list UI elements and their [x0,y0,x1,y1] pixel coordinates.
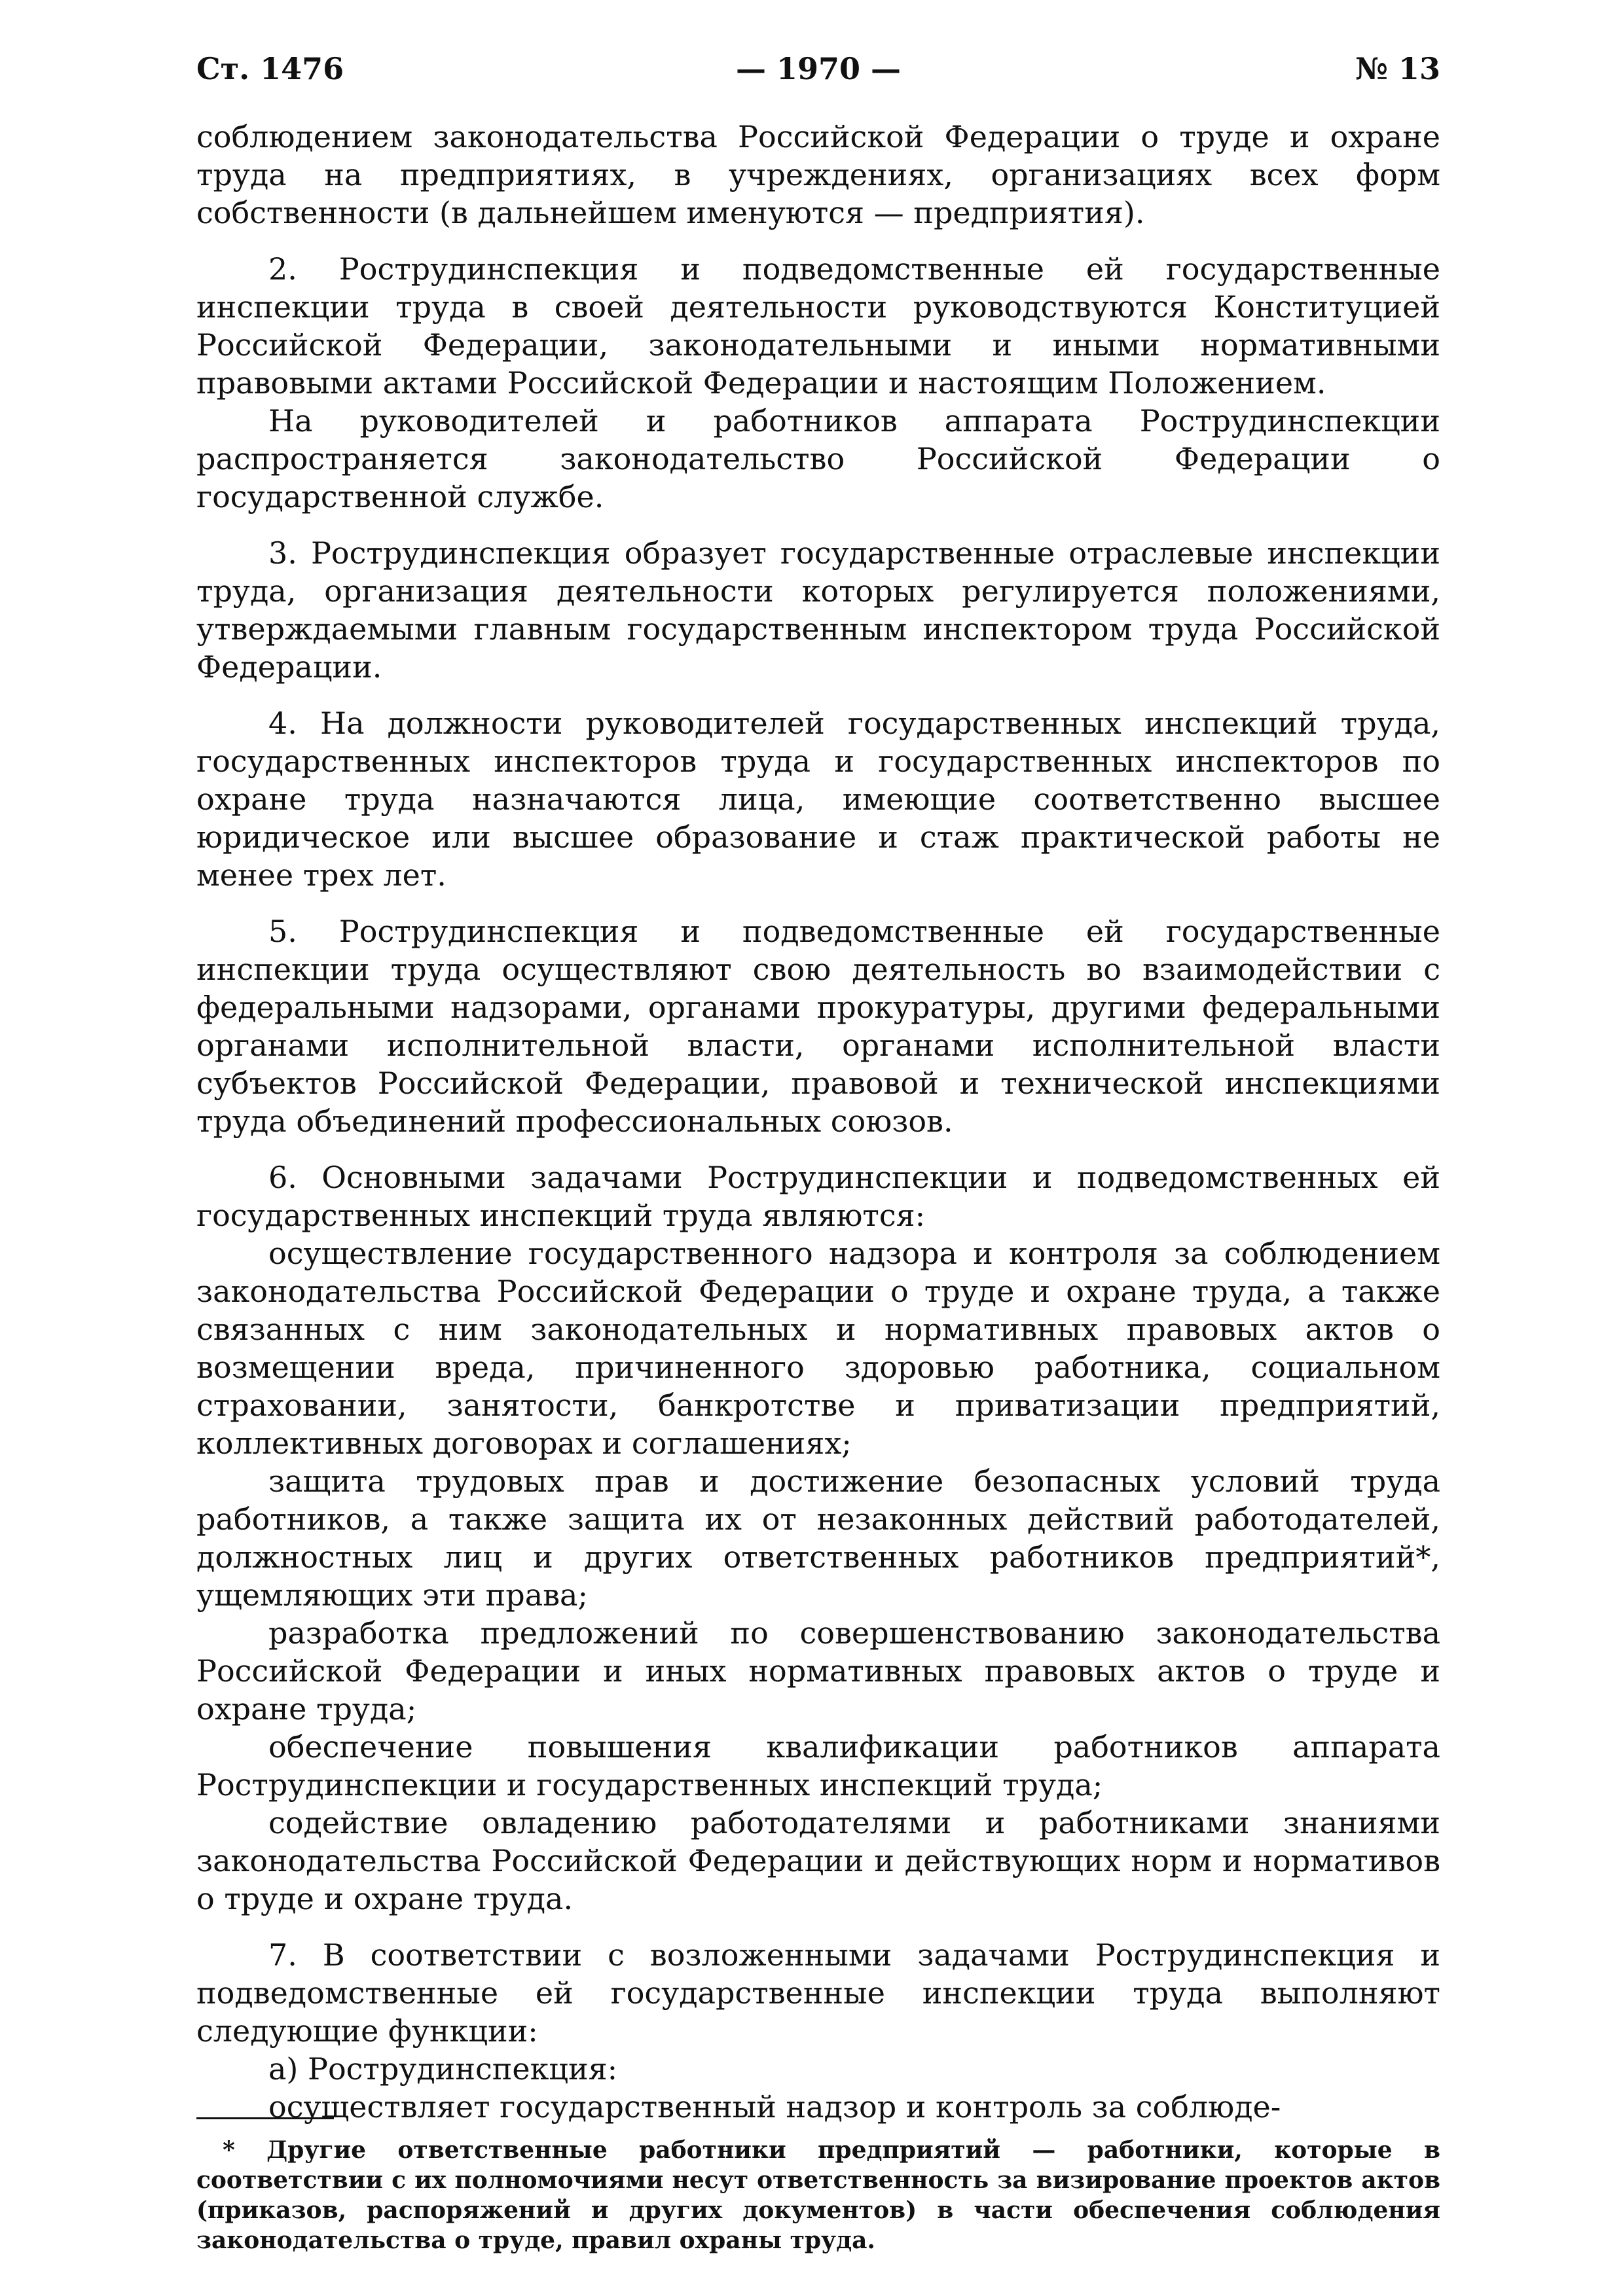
paragraph: осуществляет государственный надзор и контроль за соблюде- [268,2089,1281,2125]
paragraph: защита трудовых прав и достижение безопасных условий труда работников, а также защита их от незаконных действий работодателей, должностных лиц и других ответственных работников предприятий*, ущемляющих эти права; [196,1463,1440,1613]
page-number: — 1970 — [735,51,902,86]
document-page [196,0,1440,2296]
paragraph: 2. Рострудинспекция и подведомственные ей государственные инспекции труда в своей деятельности руководствуются Конституцией Российской Федерации, законодательными и иными нормативными правовыми актами Российской Федерации и настоящим Положением. [196,251,1440,401]
paragraph: содействие овладению работодателями и работниками знаниями законодательства Российской Федерации и действующих норм и нормативов о труде и охране труда. [196,1805,1440,1916]
paragraph: 7. В соответствии с возложенными задачами Рострудинспекция и подведомственные ей государственные инспекции труда выполняют следующие функции: [196,1937,1440,2049]
paragraph: 5. Рострудинспекция и подведомственные ей государственные инспекции труда осуществляют свою деятельность во взаимодействии с федеральными надзорами, органами прокуратуры, другими федеральными органами исполнительной власти, органами исполнительной власти субъектов Российской Федерации, правовой и технической инспекциями труда объединений профессиональных союзов. [196,914,1440,1139]
paragraph: соблюдением законодательства Российской Федерации о труде и охране труда на предприятиях, в учреждениях, организациях всех форм собственности (в дальнейшем именуются — предприятия). [196,119,1440,230]
footnote-text: * Другие ответственные работники предприятий — работники, которые в соответствии с их полномочиями несут ответственность за визирование проектов актов (приказов, распоряжений и других документов) в части обеспечения соблюдения законодательства о труде, правил охраны труда. [196,2136,1440,2254]
paragraph: обеспечение повышения квалификации работников аппарата Рострудинспекции и государственных инспекций труда; [196,1729,1440,1803]
paragraph: 4. На должности руководителей государственных инспекций труда, государственных инспекторов труда и государственных инспекторов по охране труда назначаются лица, имеющие соответственно высшее юридическое или высшее образование и стаж практической работы не менее трех лет. [196,706,1440,893]
footnote [196,2135,1440,2255]
paragraph: осуществление государственного надзора и контроля за соблюдением законодательства Российской Федерации о труде и охране труда, а также связанных с ним законодательных и нормативных правовых актов о возмещении вреда, причиненного здоровью работника, социальном страховании, занятости, банкротстве и приватизации предприятий, коллективных договорах и соглашениях; [196,1236,1440,1461]
paragraph: а) Рострудинспекция: [268,2051,618,2087]
paragraph: 6. Основными задачами Рострудинспекции и подведомственных ей государственных инспекций труда являются: [196,1160,1440,1233]
article-number: Ст. 1476 [196,51,344,86]
page-header [196,51,1440,90]
paragraph: 3. Рострудинспекция образует государственные отраслевые инспекции труда, организация деятельности которых регулируется положениями, утверждаемыми главным государственным инспектором труда Российской Федерации. [196,535,1440,685]
document-body [196,118,1440,2126]
paragraph: разработка предложений по совершенствованию законодательства Российской Федерации и иных нормативных правовых актов о труде и охране труда; [196,1615,1440,1727]
footnote-divider [196,2117,334,2119]
issue-number: № 13 [1355,51,1440,86]
paragraph: На руководителей и работников аппарата Рострудинспекции распространяется законодательство Российской Федерации о государственной службе. [196,403,1440,514]
